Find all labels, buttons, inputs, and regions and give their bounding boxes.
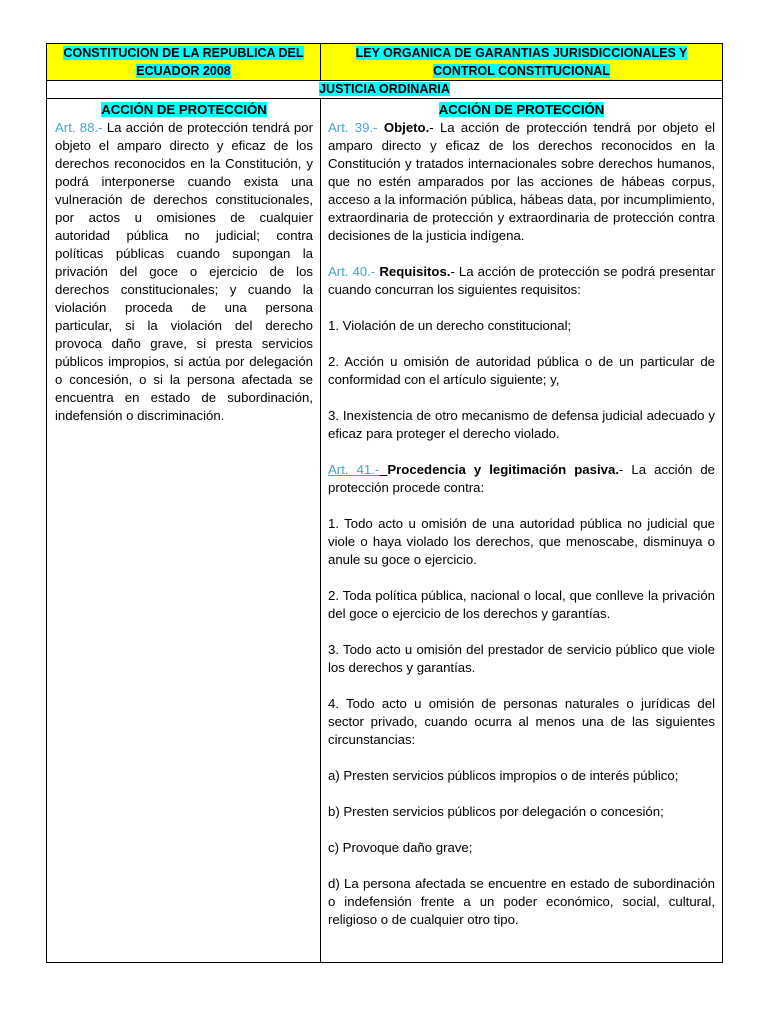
subheader-row — [47, 81, 722, 99]
article-41 — [328, 461, 715, 497]
list-item: 2. Acción u omisión de autoridad pública o de un particular de conformidad con el artículo siguiente; y, — [328, 354, 715, 387]
article-88 — [55, 119, 313, 425]
header-row — [47, 44, 722, 81]
left-column — [47, 99, 321, 963]
constitution-title: CONSTITUCION DE LA REPUBLICA DEL ECUADOR 2008 — [63, 46, 304, 78]
list-item: c) Provoque daño grave; — [328, 840, 473, 855]
list-item: d) La persona afectada se encuentre en estado de subordinación o indefensión frente a un poder económico, social, cultural, religioso o de cualquier otro tipo. — [328, 876, 715, 927]
article-39-text: - La acción de protección tendrá por objeto el amparo directo y eficaz de los derechos reconocidos en la Constitución y tratados internacionales sobre derechos humanos, que no estén amparados por las acciones de hábeas corpus, acceso a la información pública, hábeas data, por incumplimiento, extraordinaria de protección y extraordinaria de protección contra decisiones de la justicia indígena. — [328, 120, 715, 243]
article-88-ref: Art. 88.- — [55, 120, 103, 135]
list-item: b) Presten servicios públicos por delegación o concesión; — [328, 804, 664, 819]
article-40 — [328, 263, 715, 299]
list-item: 1. Violación de un derecho constitucional; — [328, 318, 572, 333]
article-41-ref: Art. 41.- — [328, 462, 380, 477]
article-40-ref: Art. 40.- — [328, 264, 376, 279]
article-39-heading: Objeto. — [383, 120, 430, 135]
list-item: 3. Inexistencia de otro mecanismo de defensa judicial adecuado y eficaz para proteger el derecho violado. — [328, 408, 715, 441]
article-39 — [328, 119, 715, 245]
list-item: a) Presten servicios públicos impropios o de interés público; — [328, 768, 679, 783]
right-column — [321, 99, 722, 963]
article-41-heading: Procedencia y legitimación pasiva. — [387, 462, 619, 477]
left-section-title: ACCIÓN DE PROTECCIÓN — [101, 102, 267, 117]
comparison-table — [46, 43, 723, 963]
article-41-text: - La acción de protección procede contra: — [328, 462, 716, 495]
right-section-title: ACCIÓN DE PROTECCIÓN — [438, 102, 605, 117]
article-39-ref: Art. 39.- — [328, 120, 378, 135]
list-item: 2. Toda política pública, nacional o local, que conlleve la privación del goce o ejercicio de los derechos y garantías. — [328, 588, 715, 621]
header-right-cell — [321, 44, 722, 80]
article-40-heading: Requisitos. — [379, 264, 451, 279]
article-88-text: La acción de protección tendrá por objeto el amparo directo y eficaz de los derechos reconocidos en la Constitución, y podrá interponerse cuando exista una vulneración de derechos constitucionales, por actos u omisiones de cualquier autoridad pública no judicial; contra políticas públicas cuando supongan la privación del goce o ejercicio de los derechos constitucionales; y cuando la violación proceda de una persona particular, si la violación del derecho provoca daño grave, si presta servicios públicos impropios, si actúa por delegación o concesión, o si la persona afectada se encuentra en estado de subordinación, indefensión o discriminación. — [55, 120, 313, 423]
body-row — [47, 99, 722, 963]
list-item: 3. Todo acto u omisión del prestador de servicio público que viole los derechos y garantías. — [328, 642, 715, 675]
header-left-cell — [47, 44, 321, 80]
subheader-title: JUSTICIA ORDINARIA — [319, 82, 450, 96]
list-item: 1. Todo acto u omisión de una autoridad pública no judicial que viole o haya violado los derechos, que menoscabe, disminuya o anule su goce o ejercicio. — [328, 516, 715, 567]
law-title: LEY ORGANICA DE GARANTIAS JURISDICCIONALES Y CONTROL CONSTITUCIONAL — [355, 46, 688, 78]
article-40-text: - La acción de protección se podrá presentar cuando concurran los siguientes requisitos: — [328, 264, 715, 297]
list-item: 4. Todo acto u omisión de personas naturales o jurídicas del sector privado, cuando ocurra al menos una de las siguientes circunstancias: — [328, 696, 715, 747]
